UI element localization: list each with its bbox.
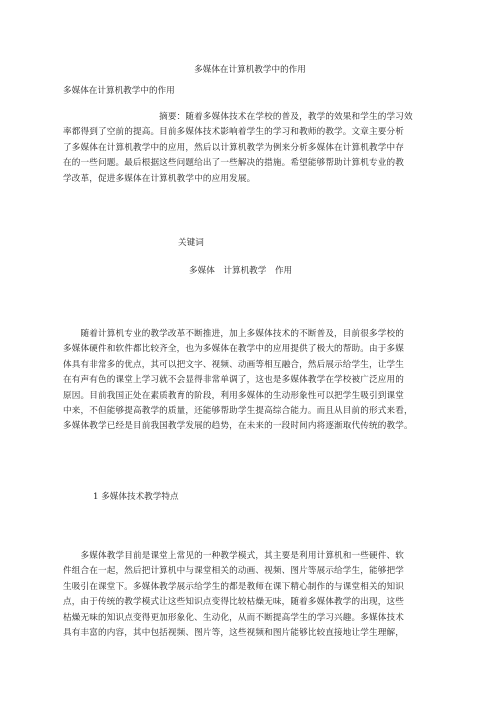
section1-line: 枯燥无味的知识点变得更加形象化、生动化，从而不断提高学生的学习兴趣。多媒体技术 (63, 612, 405, 623)
abstract-paragraph (63, 110, 443, 187)
section-heading: 1 多媒体技术教学特点 (93, 492, 179, 502)
intro-line: 体具有非常多的优点，其可以把文字、视频、动画等相互融合，然后展示给学生，让学生 (63, 359, 405, 370)
abstract-line: 了多媒体在计算机教学中的应用，然后以计算机教学为例来分析多媒体在计算机教学中存 (63, 142, 405, 153)
keywords-label: 关键词 (178, 238, 204, 248)
intro-paragraph (63, 327, 443, 435)
abstract-line: 学改革，促进多媒体在计算机教学中的应用发展。 (63, 173, 256, 184)
document-subtitle: 多媒体在计算机教学中的作用 (63, 86, 175, 96)
intro-line: 在有声有色的课堂上学习就不会显得非常单调了，这也是多媒体教学在学校被广泛应用的 (63, 375, 405, 386)
section1-paragraph (63, 549, 443, 641)
document-title: 多媒体在计算机教学中的作用 (194, 65, 306, 75)
section1-line: 具有丰富的内容，其中包括视频、图片等，这些视频和图片能够比较直接地让学生理解， (63, 628, 405, 639)
abstract-line: 率都得到了空前的提高。目前多媒体技术影响着学生的学习和教师的教学。文章主要分析 (63, 127, 405, 138)
intro-line: 多媒体硬件和软件都比较齐全，也为多媒体在教学中的应用提供了极大的帮助。由于多媒 (63, 344, 405, 355)
section1-line: 生吸引在课堂下。多媒体教学展示给学生的都是教师在课下精心制作的与课堂相关的知识 (63, 581, 405, 592)
section1-line: 件组合在一起，然后把计算机中与课堂相关的动画、视频、图片等展示给学生，能够把学 (63, 566, 405, 577)
abstract-line: 摘要：随着多媒体技术在学校的普及，教学的效果和学生的学习效 (63, 112, 413, 122)
keywords-list: 多媒体 计算机教学 作用 (189, 266, 293, 276)
intro-line: 多媒体教学已经是目前我国教学发展的趋势，在未来的一段时间内将逐渐取代传统的教学。 (63, 421, 413, 432)
abstract-line: 在的一些问题。最后根据这些问题给出了一些解决的措施。希望能够帮助计算机专业的教 (63, 158, 405, 169)
intro-line: 原因。目前我国正处在素质教育的阶段，利用多媒体的生动形象性可以把学生吸引到课堂 (63, 390, 405, 401)
section1-line: 点，由于传统的教学模式让这些知识点变得比较枯燥无味，随着多媒体教学的出现，这些 (63, 597, 405, 608)
section1-line: 多媒体教学目前是课堂上常见的一种教学模式，其主要是利用计算机和一些硬件、软 (63, 551, 405, 561)
intro-line: 中来，不但能够提高教学的质量，还能够帮助学生提高综合能力。而且从目前的形式来看， (63, 406, 413, 417)
intro-line: 随着计算机专业的教学改革不断推进，加上多媒体技术的不断普及，目前很多学校的 (63, 329, 405, 339)
